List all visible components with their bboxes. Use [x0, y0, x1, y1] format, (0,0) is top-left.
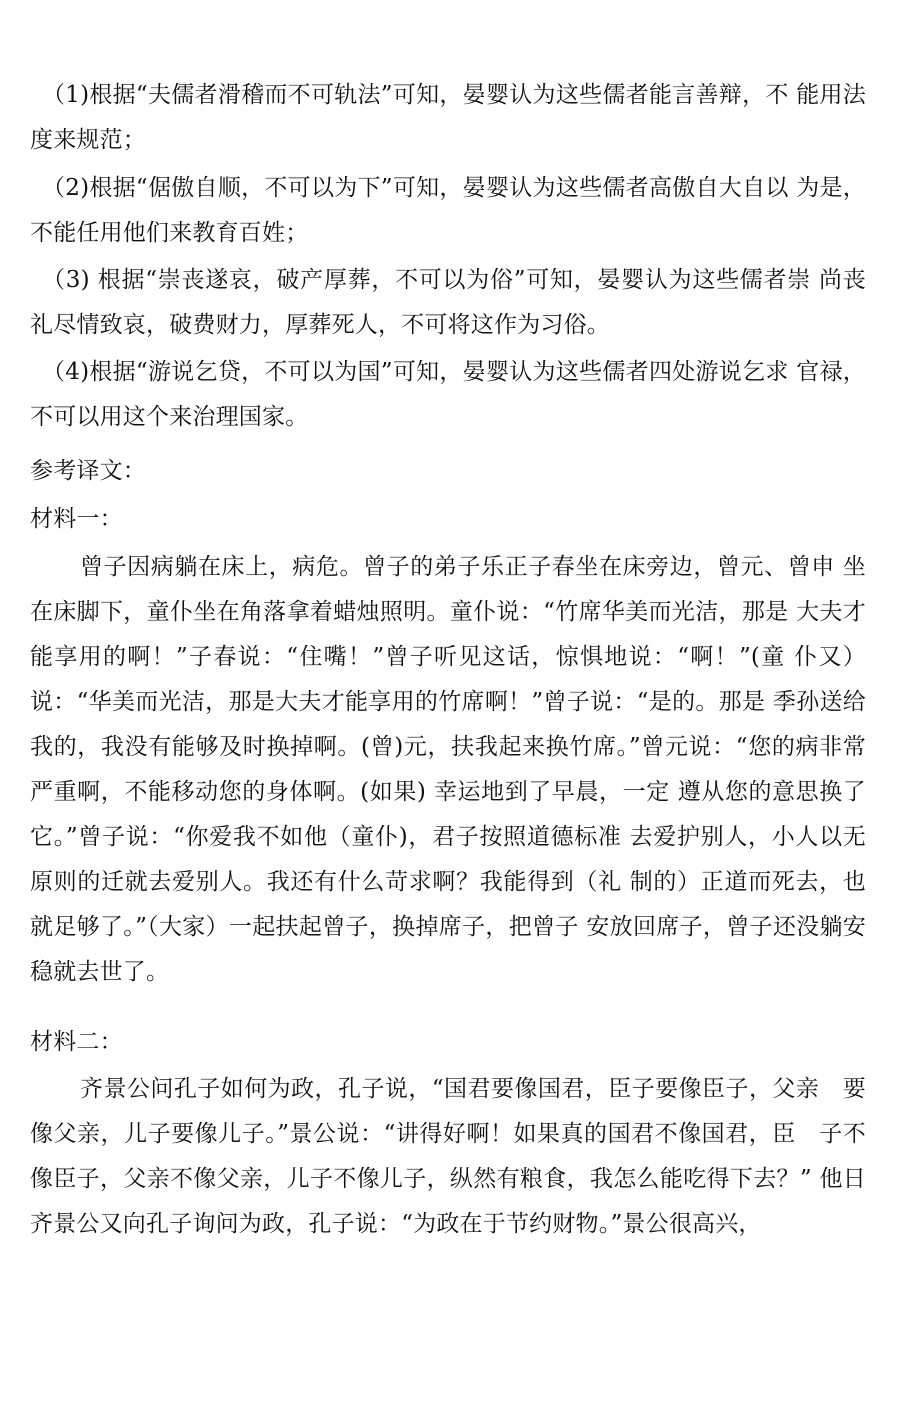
answer-item-4: （4)根据“游说乞贷，不可以为国”可知，晏婴认为这些儒者四处游说乞求 官禄，不可以用这个来治理国家。	[30, 359, 866, 430]
translation-heading: 参考译文：	[30, 458, 146, 484]
answer-item-3: （3) 根据“崇丧遂哀，破产厚葬，不可以为俗”可知，晏婴认为这些儒者崇 尚丧礼尽情致哀，破费财力，厚葬死人，不可将这作为习俗。	[30, 267, 866, 338]
material-2-heading: 材料二：	[30, 1029, 123, 1055]
material-1-text: 曾子因病躺在床上，病危。曾子的弟子乐正子春坐在床旁边，曾元、曾申 坐在床脚下，童仆坐在角落拿着蜡烛照明。童仆说：“竹席华美而光洁，那是 大夫才能享用的啊！”子春说：“住嘴！”曾子听见这话，惊惧地说：“啊！”(童 仆又）说：“华美而光洁，那是大夫才能享用的竹席啊！”曾子说：“是的。那是 季孙送给我的，我没有能够及时换掉啊。(曾)元，扶我起来换竹席。”曾元说：“您的病非常严重啊，不能移动您的身体啊。(如果) 幸运地到了早晨，一定 遵从您的意思换了它。”曾子说：“你爱我不如他（童仆)，君子按照道德标准 去爱护别人，小人以无原则的迁就去爱别人。我还有什么苛求啊？我能得到（礼 制的）正道而死去，也就足够了。”（大家）一起扶起曾子，换掉席子，把曾子 安放回席子，曾子还没躺安稳就去世了。	[30, 554, 866, 985]
answer-item-1: （1)根据“夫儒者滑稽而不可轨法”可知，晏婴认为这些儒者能言善辩，不 能用法度来规范；	[30, 82, 866, 153]
material-1-heading: 材料一：	[30, 506, 123, 532]
answer-item-2: （2)根据“倨傲自顺，不可以为下”可知，晏婴认为这些儒者高傲自大自以 为是，不能任用他们来教育百姓；	[30, 175, 866, 246]
material-2-text: 齐景公问孔子如何为政，孔子说，“国君要像国君，臣子要像臣子，父亲 要像父亲，儿子要像儿子。”景公说：“讲得好啊！如果真的国君不像国君，臣 子不像臣子，父亲不像父亲，儿子不像儿子，纵然有粮食，我怎么能吃得下去？” 他日齐景公又向孔子询问为政，孔子说：“为政在于节约财物。”景公很高兴，	[30, 1076, 866, 1237]
